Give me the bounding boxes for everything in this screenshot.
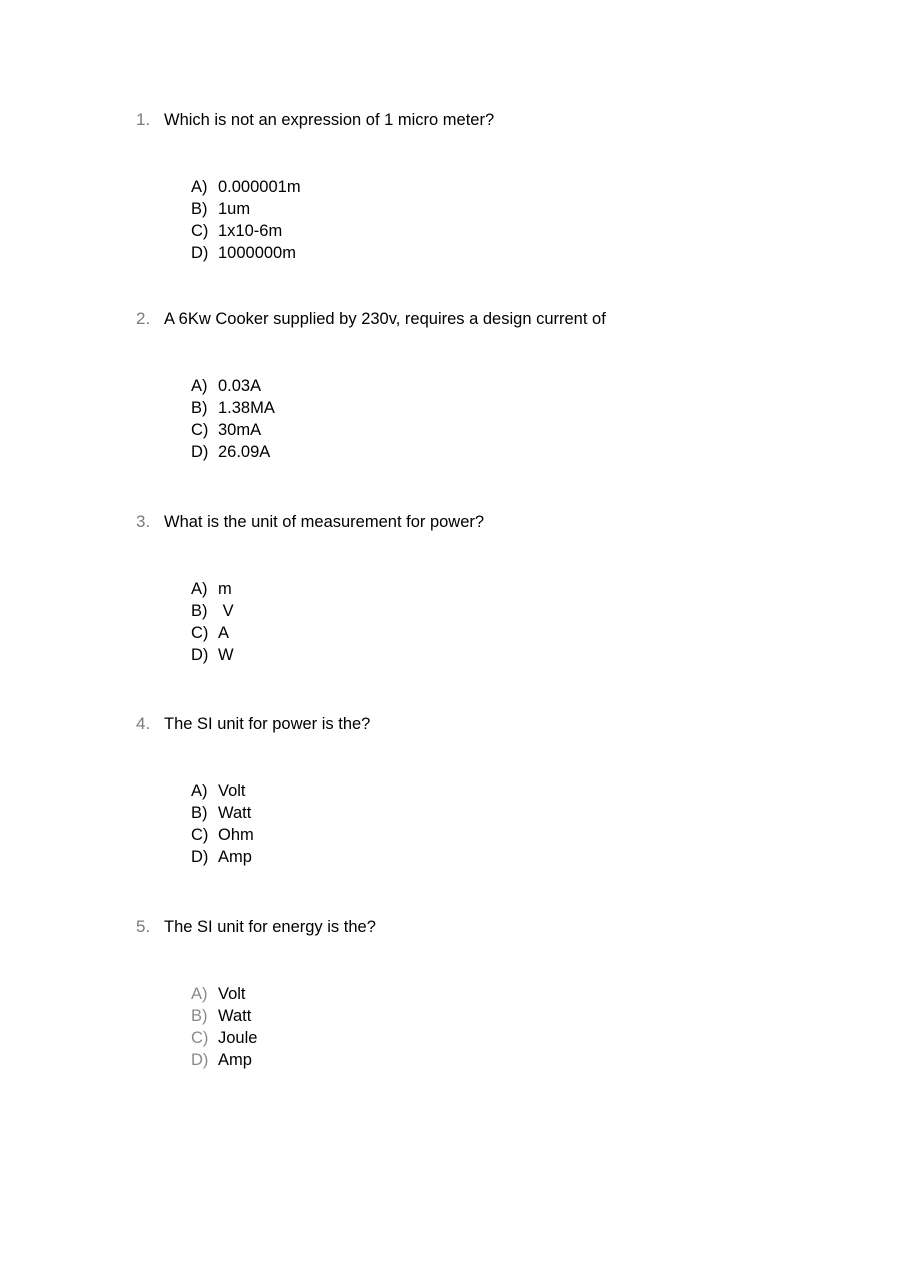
- question-line: [136, 512, 836, 536]
- options-list: [191, 782, 836, 870]
- option-text: Joule: [218, 1029, 258, 1047]
- option-a: [191, 985, 836, 1007]
- option-letter: C): [191, 826, 209, 844]
- option-letter: A): [191, 377, 208, 395]
- option-d: [191, 1051, 836, 1073]
- option-c: [191, 421, 836, 443]
- option-a: [191, 580, 836, 602]
- option-letter: B): [191, 804, 208, 822]
- question-line: [136, 714, 836, 738]
- option-d: [191, 443, 836, 465]
- question-number: 3.: [136, 512, 151, 531]
- options-list: [191, 178, 836, 266]
- option-c: [191, 1029, 836, 1051]
- option-text: A: [218, 624, 230, 642]
- option-c: [191, 222, 836, 244]
- option-letter: D): [191, 443, 209, 461]
- option-text: 1x10-6m: [218, 222, 283, 240]
- question-text: Which is not an expression of 1 micro meter?: [164, 111, 495, 129]
- option-letter: B): [191, 1007, 208, 1025]
- question-line: [136, 917, 836, 941]
- question-number: 2.: [136, 309, 151, 328]
- option-text: 1um: [218, 200, 251, 218]
- option-letter: B): [191, 200, 208, 218]
- option-text: W: [218, 646, 234, 664]
- option-b: [191, 804, 836, 826]
- option-d: [191, 646, 836, 668]
- option-b: [191, 200, 836, 222]
- option-letter: A): [191, 782, 208, 800]
- option-text: Ohm: [218, 826, 254, 844]
- option-letter: B): [191, 602, 208, 620]
- option-a: [191, 782, 836, 804]
- option-text: Watt: [218, 804, 252, 822]
- question-number: 5.: [136, 917, 151, 936]
- option-letter: D): [191, 646, 209, 664]
- question-4: [136, 714, 836, 870]
- option-text: Watt: [218, 1007, 252, 1025]
- question-3: [136, 512, 836, 668]
- question-text: The SI unit for power is the?: [164, 715, 371, 733]
- question-text: What is the unit of measurement for power?: [164, 513, 485, 531]
- option-text: Volt: [218, 985, 246, 1003]
- question-line: [136, 309, 836, 333]
- option-letter: A): [191, 580, 208, 598]
- option-letter: A): [191, 985, 208, 1003]
- option-text: V: [218, 602, 234, 620]
- option-letter: C): [191, 624, 209, 642]
- option-letter: B): [191, 399, 208, 417]
- option-text: 0.000001m: [218, 178, 301, 196]
- option-text: 1000000m: [218, 244, 296, 262]
- option-a: [191, 377, 836, 399]
- option-d: [191, 848, 836, 870]
- question-number: 1.: [136, 110, 151, 129]
- option-letter: D): [191, 848, 209, 866]
- option-c: [191, 624, 836, 646]
- option-text: 26.09A: [218, 443, 271, 461]
- question-text: A 6Kw Cooker supplied by 230v, requires a design current of: [164, 310, 606, 328]
- option-letter: C): [191, 1029, 209, 1047]
- option-letter: A): [191, 178, 208, 196]
- option-text: Volt: [218, 782, 246, 800]
- option-a: [191, 178, 836, 200]
- option-c: [191, 826, 836, 848]
- option-b: [191, 399, 836, 421]
- option-text: Amp: [218, 848, 252, 866]
- option-text: 1.38MA: [218, 399, 275, 417]
- options-list: [191, 985, 836, 1073]
- option-text: 30mA: [218, 421, 262, 439]
- option-letter: C): [191, 421, 209, 439]
- option-text: Amp: [218, 1051, 252, 1069]
- option-d: [191, 244, 836, 266]
- question-2: [136, 309, 836, 465]
- option-letter: C): [191, 222, 209, 240]
- option-b: [191, 602, 836, 624]
- question-text: The SI unit for energy is the?: [164, 918, 376, 936]
- question-line: [136, 110, 836, 134]
- question-number: 4.: [136, 714, 151, 733]
- option-text: m: [218, 580, 232, 598]
- option-letter: D): [191, 244, 209, 262]
- option-text: 0.03A: [218, 377, 262, 395]
- option-b: [191, 1007, 836, 1029]
- question-5: [136, 917, 836, 1073]
- options-list: [191, 377, 836, 465]
- question-1: [136, 110, 836, 266]
- option-letter: D): [191, 1051, 209, 1069]
- options-list: [191, 580, 836, 668]
